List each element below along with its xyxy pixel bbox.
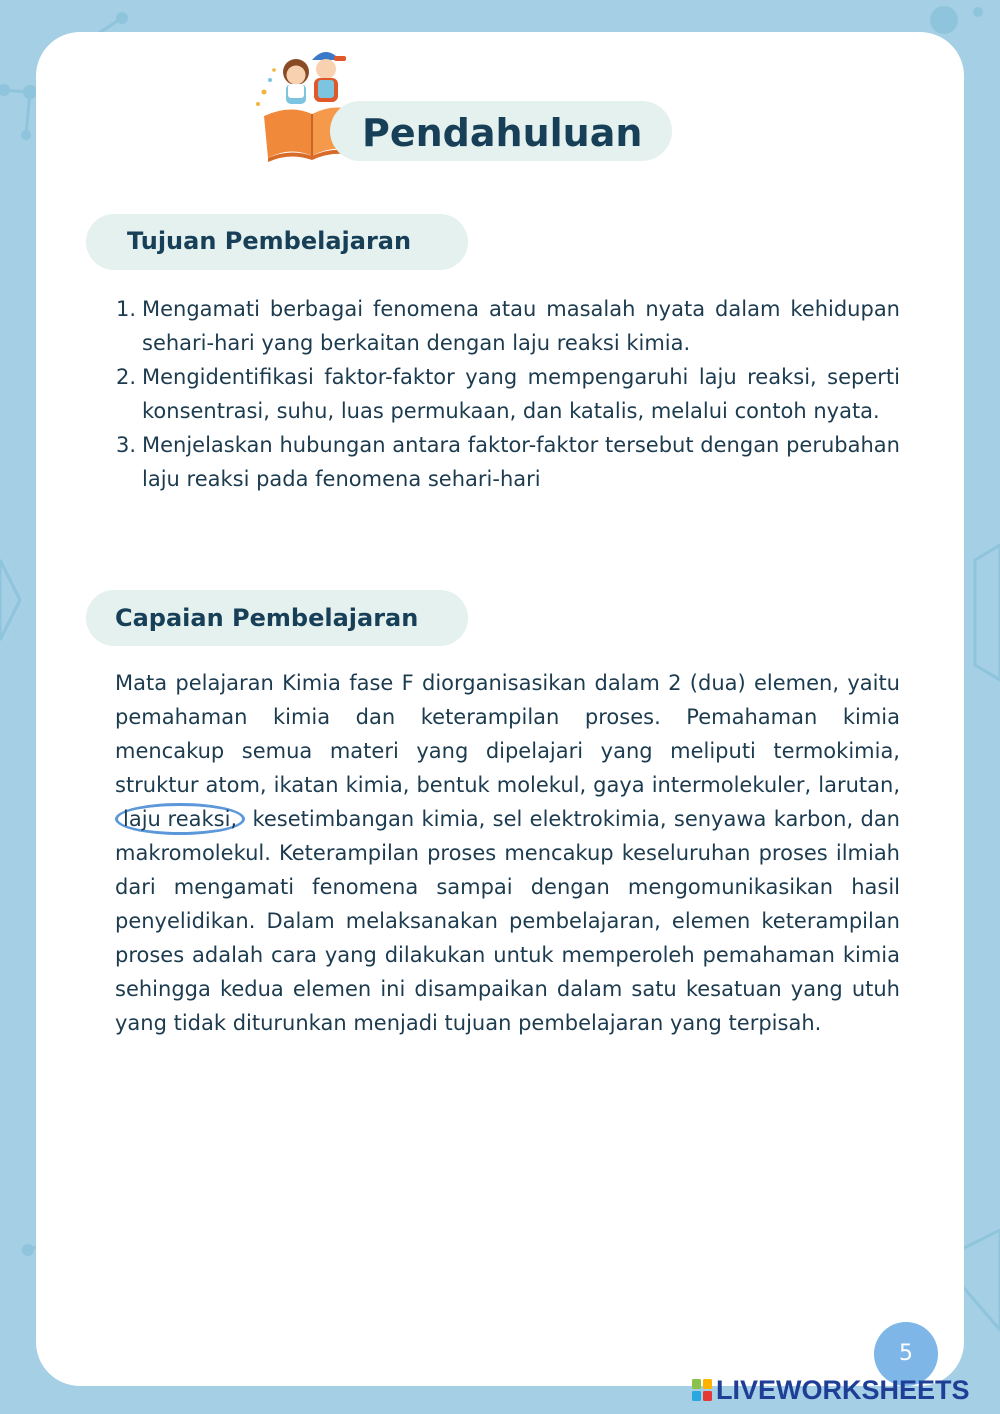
outcomes-paragraph [115,666,900,1040]
objective-text: Mengidentifikasi faktor-faktor yang mempengaruhi laju reaksi, seperti konsentrasi, suhu, luas permukaan, dan katalis, melalui contoh nyata. [142,365,900,423]
page-number-badge: 5 [874,1322,938,1386]
objective-number: 3. [116,433,137,457]
watermark-text: LIVEWORKSHEETS [716,1374,970,1405]
outcomes-heading: Capaian Pembelajaran [115,604,419,632]
objective-item [116,360,900,428]
liveworksheets-watermark [692,1374,970,1406]
objective-number: 1. [116,297,137,321]
objective-text: Mengamati berbagai fenomena atau masalah nyata dalam kehidupan sehari-hari yang berkaitan dengan laju reaksi kimia. [142,297,900,355]
objective-item [116,292,900,360]
highlighted-term: laju reaksi, [115,803,245,835]
objectives-list [116,292,900,496]
objective-item [116,428,900,496]
liveworksheets-logo-icon [692,1379,712,1401]
outcomes-text-after: kesetimbangan kimia, sel elektrokimia, senyawa karbon, dan makromolekul. Keterampilan proses mencakup keseluruhan proses ilmiah dari mengamati fenomena sampai dengan mengomunikasikan hasil penyelidikan. Dalam melaksanakan pembelajaran, elemen keterampilan proses adalah cara yang dilakukan untuk memperoleh pemahaman kimia sehingga kedua elemen ini disampaikan dalam satu kesatuan yang utuh yang tidak diturunkan menjadi tujuan pembelajaran yang terpisah. [115,807,900,1035]
objective-text: Menjelaskan hubungan antara faktor-faktor tersebut dengan perubahan laju reaksi pada fenomena sehari-hari [142,433,900,491]
objective-number: 2. [116,365,137,389]
outcomes-text-before: Mata pelajaran Kimia fase F diorganisasikan dalam 2 (dua) elemen, yaitu pemahaman kimia dan keterampilan proses. Pemahaman kimia mencakup semua materi yang dipelajari yang meliputi termokimia, struktur atom, ikatan kimia, bentuk molekul, gaya intermolekuler, larutan, [115,671,900,797]
page-title: Pendahuluan [362,111,643,155]
objectives-heading: Tujuan Pembelajaran [127,227,412,255]
